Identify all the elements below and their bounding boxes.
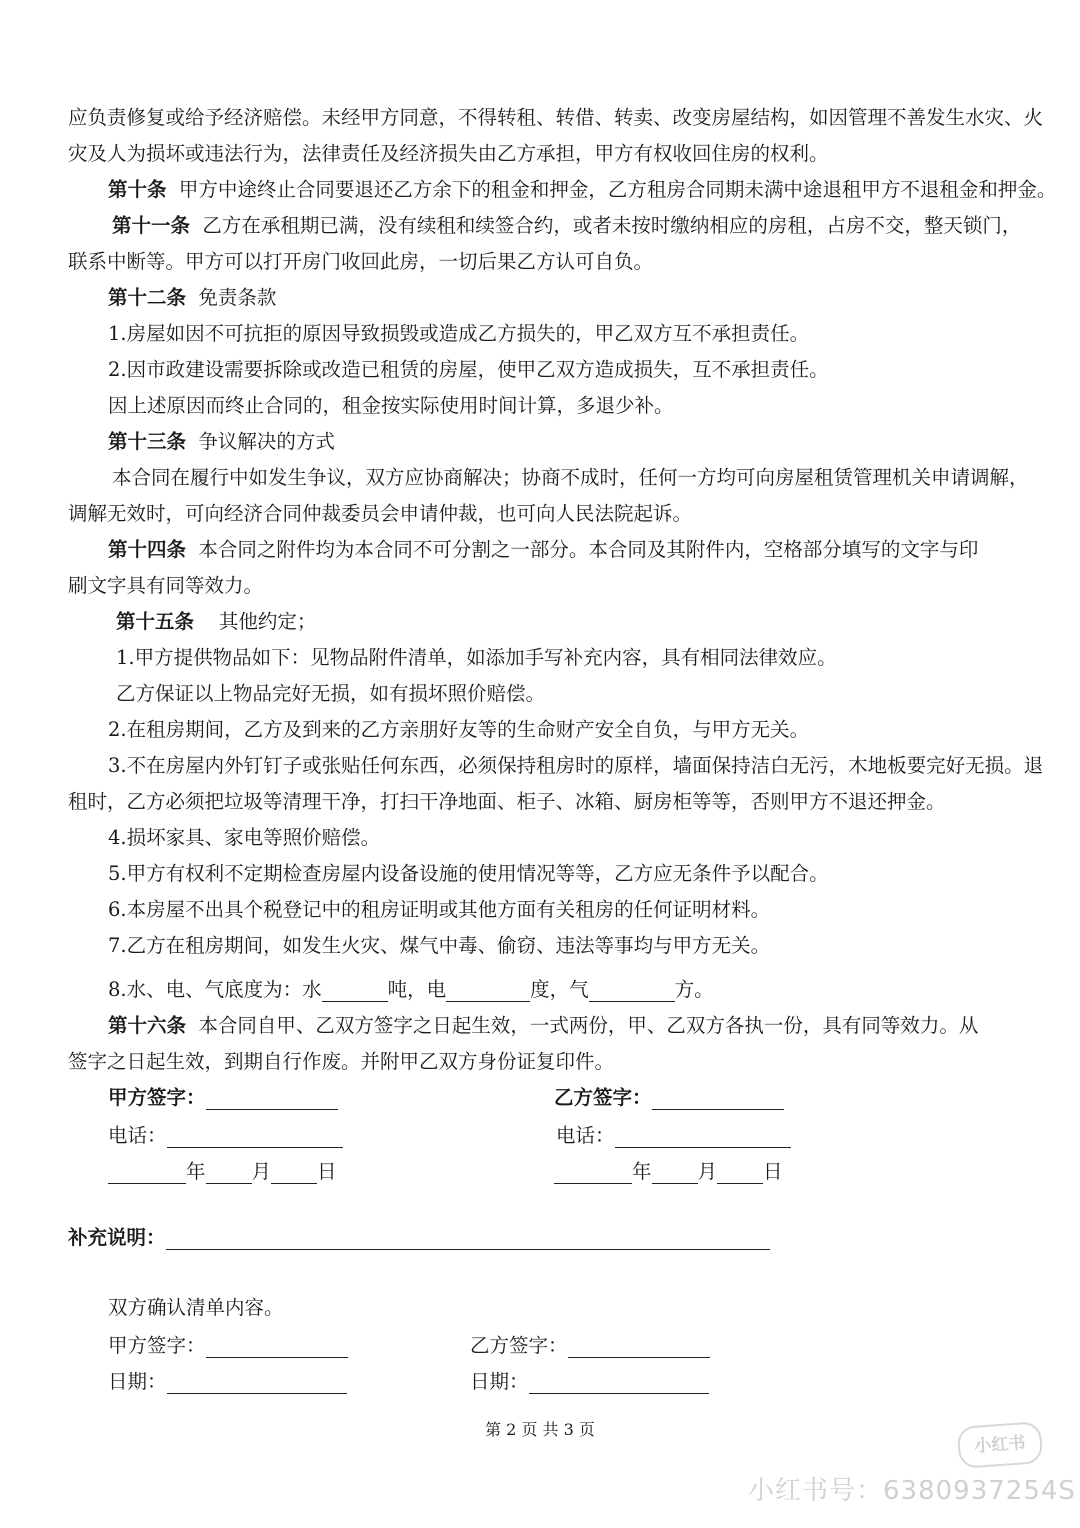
- clause-heading: 第十条: [108, 178, 167, 201]
- clause-15: 第十五条 其他约定；: [116, 610, 317, 633]
- supplement-note: 补充说明：: [68, 1220, 770, 1256]
- clause-14: 第十四条 本合同之附件均为本合同不可分割之一部分。本合同及其附件内，空格部分填写的文字与印: [108, 538, 979, 561]
- confirm-list-text: 双方确认清单内容。: [108, 1296, 284, 1319]
- clause-item: 因上述原因而终止合同的，租金按实际使用时间计算，多退少补。: [108, 394, 674, 417]
- confirm-party-b-signature-blank[interactable]: [568, 1333, 710, 1358]
- clause-heading: 第十三条: [108, 430, 187, 453]
- party-b-signature: 乙方签字：: [554, 1080, 784, 1116]
- clause-12: 第十二条 免责条款: [108, 286, 277, 309]
- meter-readings: 8.水、电、气底度为：水 吨，电 度，气 方。: [108, 978, 714, 1001]
- clause-line: 调解无效时，可向经济合同仲裁委员会申请仲裁，也可向人民法院起诉。: [68, 502, 693, 525]
- page-number: 第 2 页 共 3 页: [485, 1420, 595, 1439]
- electricity-reading-blank[interactable]: [446, 977, 530, 1002]
- clause-heading: 第十六条: [108, 1014, 187, 1037]
- clause-item: 1.甲方提供物品如下：见物品附件清单，如添加手写补充内容，具有相同法律效应。: [116, 646, 837, 669]
- watermark-account: 小红书号：6380937254S: [748, 1476, 1076, 1506]
- clause-item: 2.因市政建设需要拆除或改造已租赁的房屋，使甲乙双方造成损失，互不承担责任。: [108, 358, 829, 381]
- confirm-party-a-date: 日期：: [108, 1364, 347, 1400]
- clause-item: 3.不在房屋内外钉钉子或张贴任何东西，必须保持租房时的原样，墙面保持洁白无污，木地板要完好无损。退: [108, 754, 1044, 777]
- year-blank[interactable]: [108, 1159, 186, 1184]
- clause-line: 签字之日起生效，到期自行作废。并附甲乙双方身份证复印件。: [68, 1050, 615, 1073]
- party-b-date: 年 月 日: [554, 1154, 783, 1190]
- clause-heading: 第十五条: [116, 610, 195, 633]
- clause-item: 5.甲方有权利不定期检查房屋内设备设施的使用情况等等，乙方应无条件予以配合。: [108, 862, 829, 885]
- supplement-blank[interactable]: [166, 1225, 770, 1250]
- clause-line: 租时，乙方必须把垃圾等清理干净，打扫干净地面、柜子、冰箱、厨房柜等等，否则甲方不退还押金。: [68, 790, 946, 813]
- day-blank[interactable]: [271, 1159, 317, 1184]
- clause-16: 第十六条 本合同自甲、乙双方签字之日起生效，一式两份，甲、乙双方各执一份，具有同等效力。从: [108, 1014, 979, 1037]
- gas-reading-blank[interactable]: [589, 977, 675, 1002]
- clause-item: 2.在租房期间，乙方及到来的乙方亲朋好友等的生命财产安全自负，与甲方无关。: [108, 718, 810, 741]
- confirm-party-b-date: 日期：: [470, 1364, 709, 1400]
- clause-line: 刷文字具有同等效力。: [68, 574, 264, 597]
- clause-line: 联系中断等。甲方可以打开房门收回此房，一切后果乙方认可自负。: [68, 250, 654, 273]
- party-a-signature-blank[interactable]: [206, 1085, 338, 1110]
- clause-item: 1.房屋如因不可抗拒的原因导致损毁或造成乙方损失的，甲乙双方互不承担责任。: [108, 322, 810, 345]
- clause-11: 第十一条 乙方在承租期已满，没有续租和续签合约，或者未按时缴纳相应的房租，占房不交，整天锁门，: [112, 214, 1022, 237]
- clause-item: 6.本房屋不出具个税登记中的租房证明或其他方面有关租房的任何证明材料。: [108, 898, 771, 921]
- year-blank[interactable]: [554, 1159, 632, 1184]
- clause-heading: 第十一条: [112, 214, 191, 237]
- party-a-phone-blank[interactable]: [167, 1123, 343, 1148]
- confirm-party-a-date-blank[interactable]: [167, 1369, 347, 1394]
- party-a-signature: 甲方签字：: [108, 1080, 338, 1116]
- confirm-party-b-date-blank[interactable]: [529, 1369, 709, 1394]
- confirm-party-a-signature-blank[interactable]: [206, 1333, 348, 1358]
- clause-13: 第十三条 争议解决的方式: [108, 430, 335, 453]
- party-b-phone: 电话：: [556, 1118, 791, 1154]
- clause-heading: 第十二条: [108, 286, 187, 309]
- party-b-phone-blank[interactable]: [615, 1123, 791, 1148]
- party-b-signature-blank[interactable]: [652, 1085, 784, 1110]
- confirm-party-b-signature: 乙方签字：: [470, 1328, 710, 1364]
- month-blank[interactable]: [652, 1159, 698, 1184]
- clause-item: 乙方保证以上物品完好无损，如有损坏照价赔偿。: [116, 682, 546, 705]
- day-blank[interactable]: [717, 1159, 763, 1184]
- water-reading-blank[interactable]: [322, 977, 388, 1002]
- clause-heading: 第十四条: [108, 538, 187, 561]
- party-a-phone: 电话：: [108, 1118, 343, 1154]
- clause-item: 4.损坏家具、家电等照价赔偿。: [108, 826, 381, 849]
- clause-line: 本合同在履行中如发生争议，双方应协商解决；协商不成时，任何一方均可向房屋租赁管理机关申请调解，: [112, 466, 1029, 489]
- clause-line: 应负责修复或给予经济赔偿。未经甲方同意，不得转租、转借、转卖、改变房屋结构，如因管理不善发生水灾、火: [68, 106, 1044, 129]
- party-a-date: 年 月 日: [108, 1154, 337, 1190]
- clause-line: 灾及人为损坏或违法行为，法律责任及经济损失由乙方承担，甲方有权收回住房的权利。: [68, 142, 829, 165]
- confirm-party-a-signature: 甲方签字：: [108, 1328, 348, 1364]
- month-blank[interactable]: [206, 1159, 252, 1184]
- clause-10: 第十条 甲方中途终止合同要退还乙方余下的租金和押金，乙方租房合同期未满中途退租甲方不退租金和押金。: [108, 178, 1057, 201]
- watermark-logo: 小红书: [957, 1421, 1044, 1469]
- clause-item: 7.乙方在租房期间，如发生火灾、煤气中毒、偷窃、违法等事均与甲方无关。: [108, 934, 771, 957]
